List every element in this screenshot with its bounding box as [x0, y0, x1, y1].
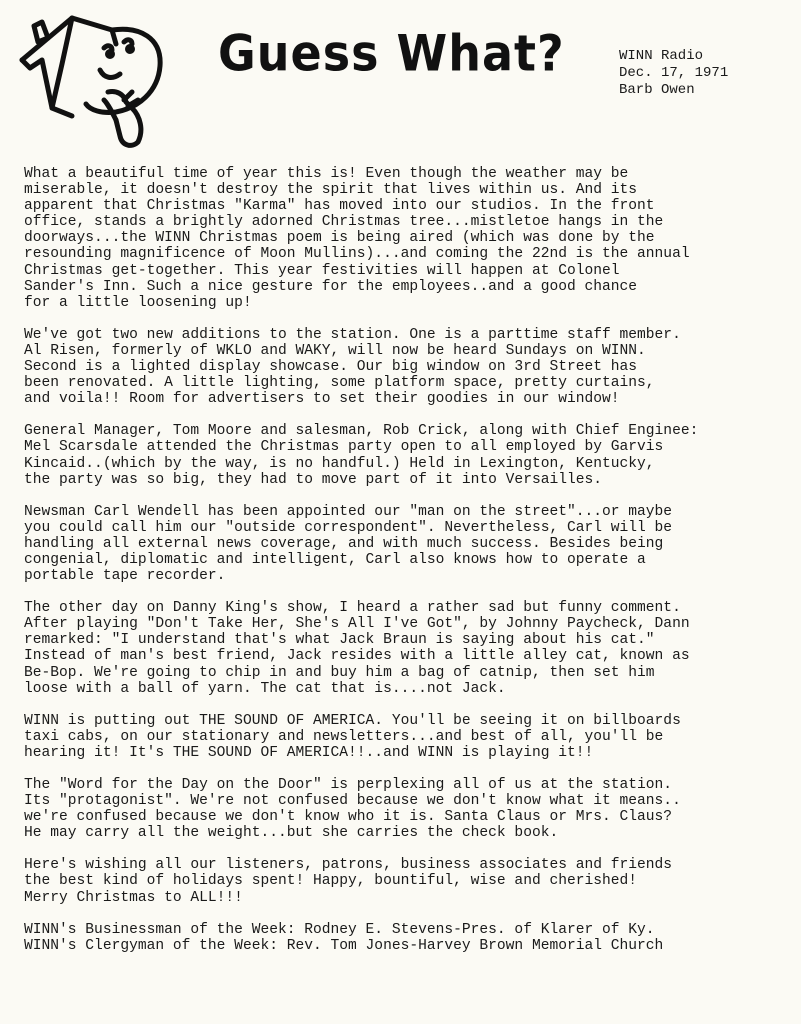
text-line: the party was so big, they had to move part of it into Versailles. [24, 471, 603, 488]
text-line: The other day on Danny King's show, I heard a rather sad but funny comment. [24, 600, 681, 617]
article-body [24, 166, 789, 970]
text-line: taxi cabs, on our stationary and newsletters...and best of all, you'll be [24, 728, 664, 745]
text-line: handling all external news coverage, and with much success. Besides being [24, 535, 664, 552]
text-line: Newsman Carl Wendell has been appointed our "man on the street"...or maybe [24, 503, 673, 520]
page-title: Guess What? [218, 24, 565, 83]
paragraph [24, 327, 789, 407]
text-line: Al Risen, formerly of WKLO and WAKY, will now be heard Sundays on WINN. [24, 342, 646, 359]
text-line: Here's wishing all our listeners, patrons, business associates and friends [24, 857, 673, 874]
text-line: for a little loosening up! [24, 294, 252, 311]
text-line: apparent that Christmas "Karma" has moved into our studios. In the front [24, 198, 655, 215]
text-line: We've got two new additions to the station. One is a parttime staff member. [24, 326, 681, 343]
text-line: WINN is putting out THE SOUND OF AMERICA. You'll be seeing it on billboards [24, 712, 681, 729]
author: Barb Owen [619, 82, 695, 98]
text-line: Kincaid..(which by the way, is no handful.) Held in Lexington, Kentucky, [24, 455, 655, 472]
text-line: the best kind of holidays spent! Happy, bountiful, wise and cherished! [24, 873, 638, 890]
text-line: office, stands a brightly adorned Christmas tree...mistletoe hangs in the [24, 214, 664, 231]
text-line: loose with a ball of yarn. The cat that is....not Jack. [24, 680, 506, 697]
text-line: Merry Christmas to ALL!!! [24, 889, 243, 906]
paragraph [24, 166, 789, 311]
text-line: been renovated. A little lighting, some platform space, pretty curtains, [24, 375, 655, 392]
text-line: hearing it! It's THE SOUND OF AMERICA!!..and WINN is playing it!! [24, 744, 594, 761]
text-line: WINN's Clergyman of the Week: Rev. Tom Jones-Harvey Brown Memorial Church [24, 937, 664, 954]
text-line: remarked: "I understand that's what Jack Braun is saying about his cat." [24, 632, 655, 649]
date: Dec. 17, 1971 [619, 65, 729, 81]
header-meta [619, 48, 728, 99]
text-line: resounding magnificence of Moon Mullins)...and coming the 22nd is the annual [24, 246, 690, 263]
text-line: Christmas get-together. This year festivities will happen at Colonel [24, 262, 620, 279]
text-line: Second is a lighted display showcase. Our big window on 3rd Street has [24, 359, 638, 376]
house-face-logo-icon [12, 8, 172, 150]
text-line: Instead of man's best friend, Jack resides with a little alley cat, known as [24, 648, 690, 665]
paragraph [24, 600, 789, 697]
paragraph [24, 857, 789, 905]
text-line: Sander's Inn. Such a nice gesture for the employees..and a good chance [24, 278, 638, 295]
text-line: What a beautiful time of year this is! Even though the weather may be [24, 166, 629, 182]
station-name: WINN Radio [619, 48, 704, 64]
text-line: General Manager, Tom Moore and salesman, Rob Crick, along with Chief Enginee: [24, 423, 699, 440]
text-line: and voila!! Room for advertisers to set their goodies in our window! [24, 391, 620, 408]
text-line: He may carry all the weight...but she carries the check book. [24, 825, 559, 842]
text-line: miserable, it doesn't destroy the spirit that lives within us. And its [24, 182, 638, 199]
paragraph [24, 777, 789, 841]
text-line: we're confused because we don't know who it is. Santa Claus or Mrs. Claus? [24, 809, 673, 826]
text-line: After playing "Don't Take Her, She's All I've Got", by Johnny Paycheck, Dann [24, 616, 690, 633]
text-line: Its "protagonist". We're not confused because we don't know what it means.. [24, 793, 681, 810]
paragraph [24, 713, 789, 761]
paragraph [24, 504, 789, 584]
text-line: doorways...the WINN Christmas poem is being aired (which was done by the [24, 230, 655, 247]
text-line: congenial, diplomatic and intelligent, Carl also knows how to operate a [24, 551, 646, 568]
paragraph [24, 423, 789, 487]
text-line: The "Word for the Day on the Door" is perplexing all of us at the station. [24, 777, 673, 793]
text-line: Be-Bop. We're going to chip in and buy him a bag of catnip, then set him [24, 664, 655, 681]
text-line: you could call him our "outside correspondent". Nevertheless, Carl will be [24, 519, 673, 536]
text-line: WINN's Businessman of the Week: Rodney E. Stevens-Pres. of Klarer of Ky. [24, 921, 655, 938]
text-line: portable tape recorder. [24, 568, 226, 585]
paragraph [24, 922, 789, 954]
text-line: Mel Scarsdale attended the Christmas party open to all employed by Garvis [24, 439, 664, 456]
